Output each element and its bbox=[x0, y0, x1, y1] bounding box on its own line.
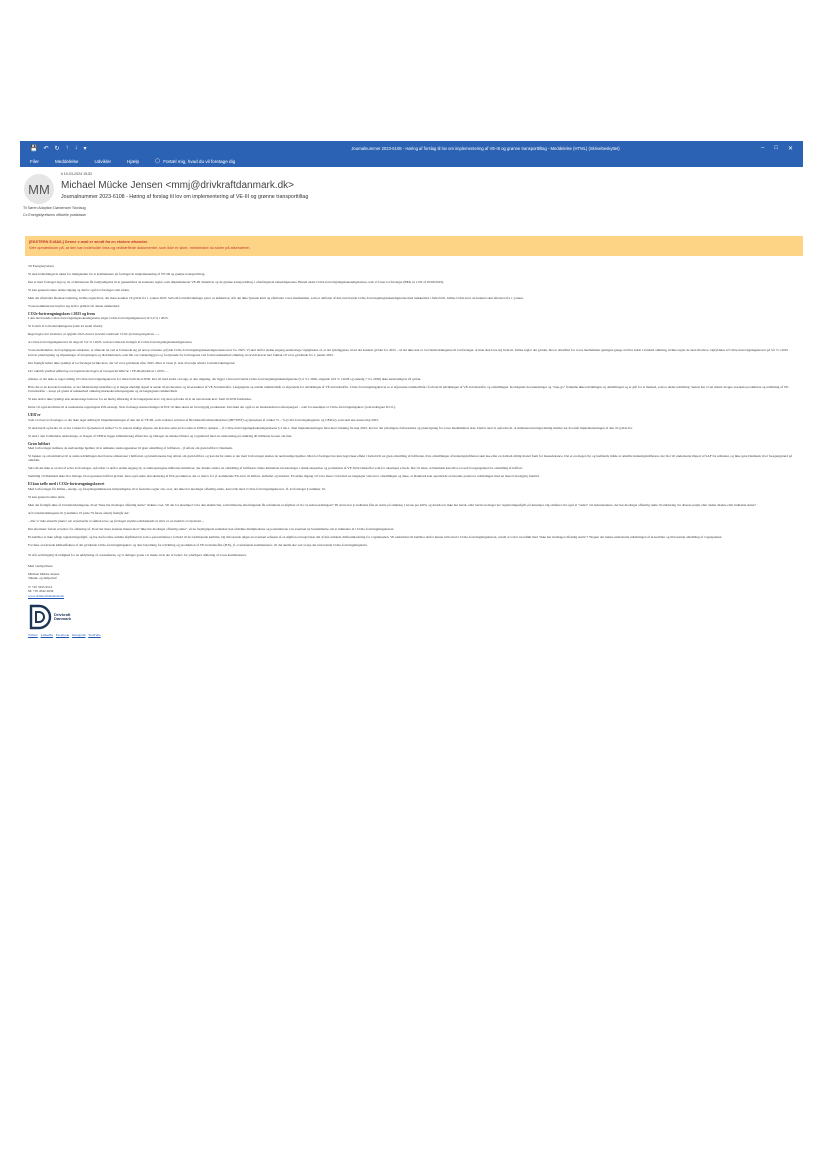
quick-access-toolbar bbox=[20, 145, 210, 152]
linkedin-link[interactable]: LinkedIn bbox=[40, 633, 54, 638]
warning-line-1: [EKSTERN E-MAIL] Denne e-mail er sendt fra en ekstern afsender. bbox=[29, 240, 148, 244]
paragraph: således, at der ikke er taget stilling til CO2e-fortrængningskravet for tiden frem mod 2030. Det vil med andre ord sige, at den ringning, der ligger i den nuværende CO2e-fortrængningsbekendtgørelse (5,2 % i 2026, stigende til 6 % i 2028 og endelig 7 % i 2030) ikke nødvendigvis vil gælde. bbox=[28, 376, 422, 381]
menu-item-file[interactable]: Filer bbox=[30, 158, 39, 164]
subject: Journalnummer 2023-6108 - Høring af forslag til lov om implementering af VE-III og grønne transporttiltag bbox=[61, 194, 309, 200]
close-icon[interactable]: ✕ bbox=[787, 145, 793, 152]
paragraph: Af lovbemærkningerne til § nummer 10 (side 79 første afsnit) fremgår det: bbox=[28, 510, 130, 515]
warning-line-2: Vær opmærksom på, at den kan indeholde links og vedhæftede dokumenter, som ikke er sikre, medmindre du stoler på afsenderen. bbox=[29, 245, 251, 250]
paragraph: Vi skal indledningsvis takke for muligheden for at kommentere på forslaget til implementering af VE-III og grønne transporttiltag. bbox=[28, 272, 206, 276]
cc-recipients[interactable]: Cc Energistyrelsens officielle postkasse bbox=[23, 213, 87, 217]
paragraph: Vi står selvfølgelig til rådighed for en uddybning af ovenstående, og vi deltager gerne i et møde, hvis der er behov for yderligere afklaring af vores kommentarer. bbox=[28, 553, 247, 558]
external-email-warning bbox=[25, 236, 803, 256]
paragraph: Men det efterlader åbenbart usikring, hvilke regler/krav, der mere konkret vil gælde fra 1. januar 2025. Selvom lovbemærkninger giver os indikation, står det ikke lysende klart og efterlader vores medlemmer, som er omfattet af den nuværende CO2e-fortrængningsbekendtgørelse med usikkerhed i forhold til, hvilke CO2e-krav de konkret skal efterleve fra 1. januar. bbox=[28, 296, 524, 300]
signature-website-link[interactable]: www.drivkraftdanmark.dk bbox=[28, 593, 64, 598]
menu-item-help[interactable]: Hjælp bbox=[127, 158, 140, 164]
paragraph: Det fremgår heller ikke tydeligt af lovforslaget hvilke krav, der vil være gældende efter 2025. Men vi læser jf. side 43 tredje afsnit i lovbemærkningerne: bbox=[28, 360, 236, 365]
paragraph: Vi skal hertil opfordre til, at der i stedet for fjernelsen af artikel 7a-7e snarest muligt afgøres om kravene samt på hvordan at UER'er ophører – jf. CO2e-fortrængningsbekendtgørelsens § 3 stk.1. Skal implementeringen først med virkning fra maj 2025, kræver det ydrelligere forberedelse og planlægning fra vores medlemmers side. Derfor skal vi opfordre til, at ministeren hurtigst muligt melder ud, hvornår implementeringen af den vil gælde fra. bbox=[28, 425, 633, 430]
paragraph: Med lovforslaget indføres de nødvendige hjemler til at udmønte støtteopgørelser til grøn omstilling af luftfarten – jf Aftale om grøn luftfart i Danmark. bbox=[28, 446, 233, 451]
sender[interactable]: Michael Mücke Jensen <mmj@drivkraftdanmark.dk> bbox=[61, 180, 295, 191]
paragraph: Vi forstår af lovbemærkningerne (side 43 andet afsnit): bbox=[28, 324, 103, 329]
menu-item-message[interactable]: Meddelelse bbox=[54, 158, 79, 164]
section-heading: UER'er bbox=[28, 413, 41, 418]
paragraph: Vi skal i den forbindelse understrege, at brugen af UER'er ligger klimamæssig effekt har og bidrager de danske bilister og vognmænd med en omkostning på omkring 40 millioner kroner om året. bbox=[28, 433, 293, 438]
twitter-link[interactable]: Twitter bbox=[28, 633, 38, 638]
company-logo bbox=[28, 604, 798, 630]
save-icon[interactable]: 💾 bbox=[30, 145, 38, 152]
quote: ...Der er ikke aktuelle planer om at fastsætte et sådant krav, og forslaget skyldes udelukkende at sikre en at etablere en hjemmel.... bbox=[28, 518, 205, 523]
menu-item-developer[interactable]: Udvikler bbox=[94, 158, 112, 164]
paragraph: Vores medlemmer, de forpligtigede selskaber, er allerede nu ved at forberede sig på netop at kunne opfylde CO2e-fortrængningsbekendtgørelsens krav for 2025. Vi skal derfor endnu engang understrege vigtigheden af, at det tydeliggøres, hvad der konkret gælder for 2025 – så det ikke kan er i lovbemærkningerne til lovforslaget, at man skal læse sig frem til, hvilke regler der gælder. Det er ubeldfart for vores medlemmer gentagne gange at blive holdt i uvished omkring, hvilke regler de skal efterleve. Opfyldelse af CO2e-fortrængningskravet på 5,0 % i 2025 kræver planlægning og tilpasninger af forsyningen og distributionen, som blir ere vanskeliggjort og fordyrende for forbrugerne ved fortsat usikkerhed omkring, hvorvidt kravet nu/t faktisk vil være gældende fra 1. januar 2025. bbox=[28, 348, 789, 357]
redo-icon[interactable]: ↻ bbox=[54, 145, 60, 152]
paragraph: I den nuværende CO2e-fortrængningsbekendtgørelse stiger CO2e-fortrængningskravet til 5,0 % i 2025. bbox=[28, 316, 169, 321]
signature bbox=[28, 564, 798, 638]
maximize-icon[interactable]: □ bbox=[774, 144, 778, 151]
message-date: ti 19-03-2024 15:52 bbox=[61, 172, 93, 176]
paragraph: Som vi læser lovforslaget, er der ikke taget stilling til implementeringen af den del af VE-III, som vedrører revision af Brændstofkvalitetsdirektivet (98/70/EF) og fjernelsen af artikel 7a – 7e (CO2-fortrængningskrav og UER'er), som skal ske senest maj 2025. bbox=[28, 417, 379, 422]
to-recipients[interactable]: Til Søren Adoption Dørdensen Storlaug bbox=[23, 206, 86, 210]
drivkraft-logo-icon bbox=[28, 604, 52, 630]
down-icon[interactable]: ↓ bbox=[74, 144, 78, 151]
paragraph: Vi bakker op om initiativet til at støtte udviklingen med lavere emissioner i luftfarten og intentionerne bag Aftale om grøn luftfart, og kan derfor støtte at der med lovforslaget skabes de nødvendige hjemler. Men lovforslaget har kun begrænset effekt i forhold til en grøn omstilling af luftfarten, hvis omstillingen af indenrigsluftfarten skal ske efter en dobbelt-dårlig model frem for masseholance. Det er en meget dyr og ineffektiv måde at omstille indenrigsluftfarten, der blot vil understøtte import af SAF fra udlandet, og ikke gøre Danmark til et foregangsland på området. bbox=[28, 454, 792, 463]
paragraph: Hvis det er en korrekt forståelse, er det fuldstændigt ubeldfart og et meget uheldigt signal at sende til producenter og leverandører af VE-brændstoffer. Langsigtede og stabile rammevilkår er afgørende for udviklingen af VE-brændstoffer. CO2e-fortrængningskravet er et afgørende rammevilkår i forhold til udviklingen af VE-brændstoffer og omstillingen. Kortsigtede hovsaløsninger og "stop-go" frameme ikke udviklingen og omstillingen og er gift for et marked, som er under udvikling. Senest har vi set tilsted droppe storskala produktion og udvikling af VE-brændstoffer – netop på grund af usikkerhed omkring markedet/efterspørgslen og de langsigtede rammevilkår. bbox=[28, 384, 790, 394]
signature-phone: T: +45 3345 6514 bbox=[28, 584, 53, 589]
signature-greeting: Med venlig hilsen bbox=[28, 563, 53, 568]
up-icon[interactable]: ↑ bbox=[65, 144, 69, 151]
paragraph: Det er med forslaget lagt op til, at ministeren får bemyndigelse til at gennemføre de konkrete regler, som implementerer VE-III direktivet og de grønne transporttiltag, i efterfølgende bekendtgørelser. Blandt andet CO2e-fortrængningsbekendtgørelsen, som vi læser lovforslaget (BEK nr 1150 af 05/09/2023). bbox=[28, 280, 445, 284]
signature-name: Michael Mücke Jensen bbox=[28, 572, 60, 577]
menu-bar bbox=[20, 155, 803, 167]
facebook-link[interactable]: Facebook bbox=[55, 633, 70, 638]
signature-title: Teknik- og miljøchef bbox=[28, 576, 57, 581]
section-heading: Grøn luftfart bbox=[28, 441, 50, 446]
paragraph: Vi kan generelt støtte dette. bbox=[28, 494, 66, 499]
signature-mobile: M: +45 2042 2636 bbox=[28, 589, 54, 594]
message-header bbox=[20, 170, 803, 225]
customize-icon[interactable]: ▾ bbox=[83, 145, 87, 152]
quote: Der udestår politisk afklaring om implementeringen af transportartiklerne i VE-III-direktivet i 2030...... bbox=[28, 368, 169, 373]
section-heading: CO2e-fortrængningskrav i 2025 og frem bbox=[28, 312, 95, 316]
minimize-icon[interactable]: – bbox=[761, 144, 765, 151]
section-heading: El kan tælle med i CO2e-fortrængningskravet bbox=[28, 482, 105, 487]
lightbulb-icon: ◯ bbox=[155, 158, 161, 163]
paragraph: Det efterlader fortsat et behov for afklaring af, hvad der mere konkret menes med "ikke har modtaget offentlig støtte", så de forpligtigede selskaber kan afdække mulighederne og potentialerne i en eventuel ny bestemmelse om at inkludere el i CO2e-fortrængningskravet. bbox=[28, 526, 395, 531]
paragraph: Med lovforslaget får Klima-, energi- og forsyningsministeren bemyndigelse til at fastsætte regler om, at el, der ikke har modtaget offentlig støtte, kan tælle med i CO2e-fortrængningskravet. Jf. lovforslaget § nummer 10. bbox=[28, 486, 326, 491]
paragraph: Vi kan derfor ikke tydeligt nok understrege behovet for en hurtig afklaring af de langsigtede krav. Og skal opfordre til at de nuværende krav frem til 2030 fastholdes. bbox=[28, 397, 252, 402]
paragraph: Vi kan generelt støtte denne tilgang og derfor også lovforslaget som sådan. bbox=[28, 288, 130, 292]
salutation: Til Energistyrelsen bbox=[28, 264, 54, 268]
logo-line-2: Danmark bbox=[54, 616, 72, 622]
paragraph: Dette vil også medvirke til at understøtte regeringens PtX-strategi. Nok så mange støtteordninger til PtX vil ikke skabe en bæredygtig produktion, hvis ikke der også er en markedsdrevet efterspørgsel – som for eksempel et CO2e-fortrængningskrav (som indregner ILUC). bbox=[28, 405, 396, 410]
logo-line-1: Drivkraft bbox=[54, 611, 71, 617]
paragraph: For ikke at udvande klimaeffekten af det gældende CO2e-fortrængningskrav og dets betydning for udvikling og produktion af VE-brændstoffer (PtX), jf. ovenstående kommentarer, vil det skulle ske ved at øge det nuværende CO2e-fortrængningskrav. bbox=[28, 542, 368, 547]
paragraph: at CO2e-fortrængningskravet vil stige til 5,0 % i 2025, som det allerede fremgår af CO2e-fortrængningsbekendtgørelsen. bbox=[28, 340, 193, 345]
paragraph: Samtidig vil Danmark ikke blot bidrage til en grønnere luftfart globalt, men også støtte den skalering af PtX-produktion, der er behov for jf. kommende EU-krav til luftfart, skibsfart og industri. En sådan tilgang vil være mere i tråd med en langsigtet vision for omstillingen og sikre, at Danmark kan opretholde en førende position i udviklingen med en mere bæredygtig fremtid. bbox=[28, 474, 540, 479]
window-title: Journalnummer 2023-6108 - Høring af forslag til lov om implementering af VE-III og grønne transporttiltag - Meddelelse (HTML) (Skrivebeskyttet) bbox=[351, 145, 620, 151]
message-body bbox=[28, 264, 798, 638]
instagram-link[interactable]: Instagram bbox=[71, 633, 86, 638]
paragraph: Men det fremgår ikke af lovbemærkningerne, hvad "ikke har modtaget offentlig støtte" dækker over. Vil det for eksempel være den elektricitet, som bilisterne efterfølgende får refunderet el-afgiften af via 'el-reduceordningen'? Til sterre har jo indirekte fået en støtte på omkring 1 krone per kWh, og derudover ikke har betalt, eller betalt en meget lav registreringsafgift, på køretøjet. Og omfatter det også al "andet" via ladestanderne, der har modtaget offentlig støtte til etablering via diverse puljer eller anden direkte eller indirekte støtte? bbox=[28, 502, 756, 507]
avatar: MM bbox=[24, 174, 54, 204]
quote: Regeringen har besluttet, at opfylde 2025-kravet med det nationale CO2e-fortrængningskrav ...... bbox=[28, 332, 161, 337]
paragraph: El-kørbiler er ikke pålagt registreringsafgift, og har derfor ikke samme afgiftsbelæst som e-personbilerne i forhold til de traditionelle kørbiler. Og tilsvarende udgør en eventuel refusion af el-afgiften en begrænset del af den samlede driftsomkostning for vognmanden. Vil elektricitet til kørbiler derfor kunne tælle med i CO2e-fortrængningskravet, selom at været i konflikt med "ikke har modtaget offentlig støtte"? Nogent der kunne understøtte udrulningen af el-kørbiler og tilsvarende omstilling af vognsparken. bbox=[28, 534, 723, 539]
paragraph: Selvom det ikke er en del af selve lovforslaget, opfordrer vi derfor endnu engang til, at støtteopslagene målrettes initiativer, der direkte støtter en omstilling af luftfarten. Dette inkluderer investeringer i dansk ekspertise og produktion af VE-flybrændstoffer som for eksempel e-fuels. Det vil sikre, at Danmark kan blive et reelt foregangsland for omstilling af luftfart. bbox=[28, 466, 523, 471]
window-titlebar bbox=[20, 141, 803, 155]
undo-icon[interactable]: ↶ bbox=[43, 145, 49, 152]
social-links bbox=[28, 633, 798, 637]
youtube-link[interactable]: YouTube bbox=[88, 633, 101, 638]
paragraph: Vores kommentarer knytter sig derfor primært til denne usikkerhed. bbox=[28, 304, 120, 308]
tell-me-label: Fortæl mig, hvad du vil foretage dig bbox=[163, 158, 236, 164]
tell-me-box[interactable] bbox=[155, 158, 235, 164]
